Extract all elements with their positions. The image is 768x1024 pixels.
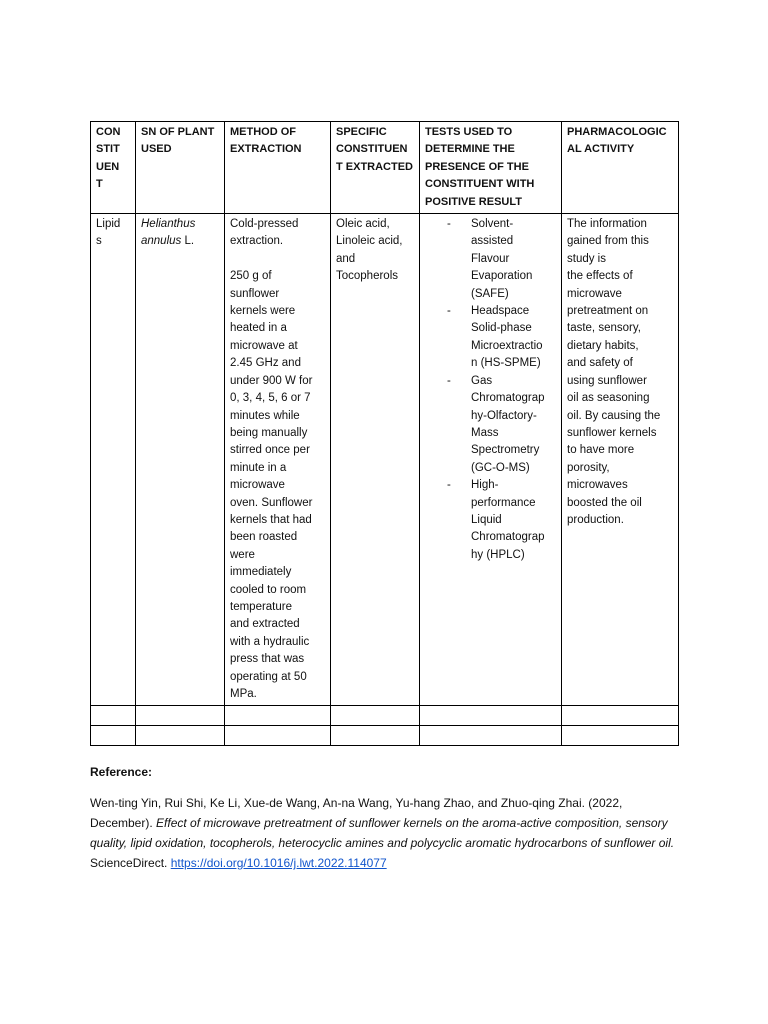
table-header-row <box>91 122 679 214</box>
header-tests: TESTS USED TO DETERMINE THE PRESENCE OF THE CONSTITUENT WITH POSITIVE RESULT <box>420 122 562 214</box>
header-method: METHOD OF EXTRACTION <box>225 122 331 214</box>
cell-tests <box>420 214 562 706</box>
cell-method: Cold-pressed extraction. 250 g of sunflower kernels were heated in a microwave at 2.45 GHz and under 900 W for 0, 3, 4, 5, 6 or 7 minutes while being manually stirred once per minute in a microwave oven. Sunflower kernels that had been roasted were immediately cooled to room temperature and extracted with a hydraulic press that was operating at 50 MPa. <box>225 214 331 706</box>
reference-doi-link[interactable]: https://doi.org/10.1016/j.lwt.2022.114077 <box>170 856 387 870</box>
header-pharmacological-activity: PHARMACOLOGIC AL ACTIVITY <box>562 122 679 214</box>
plant-scientific-name: Helianthus annulus <box>141 218 196 248</box>
reference-citation <box>90 793 680 873</box>
reference-heading: Reference: <box>90 765 153 779</box>
cell-activity: The information gained from this study is the effects of microwave pretreatment on taste, sensory, dietary habits, and safety of using sunflower oil as seasoning oil. By causing the sunflower kernels to have more porosity, microwaves boosted the oil production. <box>562 214 679 706</box>
header-plant-used: SN OF PLANT USED <box>136 122 225 214</box>
cell-constituent: Lipid s <box>91 214 136 706</box>
reference-article-title: Effect of microwave pretreatment of sunflower kernels on the aroma-active composition, sensory quality, lipid oxidation, tocopherols, heterocyclic amines and polycyclic aromatic hydrocarbons of sunflower oil. <box>90 816 675 850</box>
list-item: - Gas Chromatograp hy-Olfactory- Mass Spectrometry (GC-O-MS) <box>425 373 556 477</box>
constituents-table <box>90 121 679 746</box>
cell-plant <box>136 214 225 706</box>
table-row-empty <box>91 706 679 726</box>
cell-specific-constituent: Oleic acid, Linoleic acid, and Tocopherols <box>331 214 420 706</box>
plant-suffix: L. <box>181 235 195 248</box>
header-constituent: CON STIT UEN T <box>91 122 136 214</box>
reference-authors: Wen-ting Yin, Rui Shi, Ke Li, Xue-de Wang, An-na Wang, Yu-hang Zhao, and Zhuo-qing Zhai. (2022, December). <box>90 796 623 830</box>
table-row <box>91 214 679 706</box>
tests-list <box>425 216 556 564</box>
reference-publisher: ScienceDirect. <box>90 856 168 870</box>
table-row-empty <box>91 726 679 746</box>
list-item: - Headspace Solid-phase Microextractio n (HS-SPME) <box>425 303 556 373</box>
list-item: - High- performance Liquid Chromatograp hy (HPLC) <box>425 477 556 564</box>
list-item: - Solvent- assisted Flavour Evaporation (SAFE) <box>425 216 556 303</box>
header-specific-constituent: SPECIFIC CONSTITUEN T EXTRACTED <box>331 122 420 214</box>
